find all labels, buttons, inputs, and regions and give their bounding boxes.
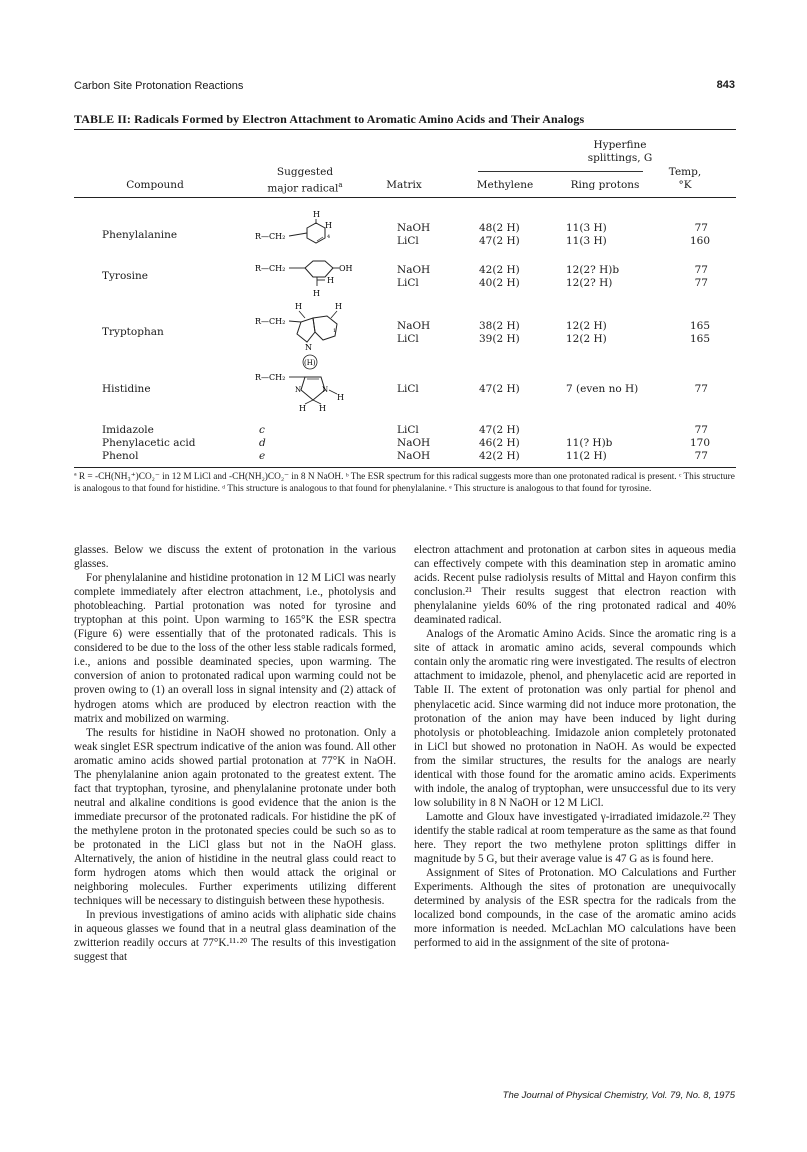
methylene-phenylalanine: 48(2 H) 47(2 H) xyxy=(479,222,520,247)
svg-text:H: H xyxy=(313,210,320,219)
compound-histidine: Histidine xyxy=(102,383,151,395)
temp-phenol: 77 xyxy=(694,450,708,462)
svg-text:H: H xyxy=(299,404,306,413)
right-paragraph-2: Analogs of the Aromatic Amino Acids. Since the aromatic ring is a site of attack in aromatic amino acids, several compounds which contain only the aromatic ring were investigated. The results of electron attachment to imidazole, phenol, and phenylacetic acid are reported in Table II. The extent of protonation was only partial for phenol and phenylacetic acid. Since warming did not induce more protonation, the protonation of the anion may have been induced by light during photolysis or photobleaching. Imidazole anion completely protonated in LiCl but showed no protonation in NaOH. As would be expected from the similar structures, the results for the analogs are nearly identical with those found for the aromatic amino acids. Experiments with indole, the analog of tryptophan, were unsuccessful due to its very low solubility in 8 N NaOH or 12 M LiCl. xyxy=(414,628,736,809)
header-compound: Compound xyxy=(126,179,184,191)
svg-text:(H): (H) xyxy=(304,359,316,367)
methylene-histidine: 47(2 H) xyxy=(479,383,520,395)
left-paragraph-4: In previous investigations of amino acids with aliphatic side chains in aqueous glasses we found that in a neutral glass deamination of the zwitterion readily occurs at 77°K.¹¹·²⁰ The results of this investigation suggest that xyxy=(74,909,396,964)
header-matrix: Matrix xyxy=(386,179,422,191)
svg-text:H: H xyxy=(319,404,326,413)
svg-text:N: N xyxy=(295,386,302,394)
compound-phenol: Phenol xyxy=(102,450,139,462)
ring-phenylacetic-acid: 11(? H)b xyxy=(566,437,613,449)
table-title: TABLE II: Radicals Formed by Electron Attachment to Aromatic Amino Acids and Their Analogs xyxy=(74,112,585,126)
radical-imidazole: c xyxy=(259,424,265,436)
svg-text:R—CH₂: R—CH₂ xyxy=(255,264,286,273)
methylene-imidazole: 47(2 H) xyxy=(479,424,520,436)
temp-imidazole: 77 xyxy=(694,424,708,436)
svg-text:N: N xyxy=(322,386,329,394)
matrix-tryptophan: NaOH LiCl xyxy=(397,320,431,345)
radical-phenol: e xyxy=(259,450,266,462)
running-head: Carbon Site Protonation Reactions xyxy=(74,80,244,92)
ring-phenylalanine: 11(3 H) 11(3 H) xyxy=(566,222,607,247)
svg-text:H: H xyxy=(327,276,334,285)
ring-tryptophan: 12(2 H) 12(2 H) xyxy=(566,320,607,345)
left-paragraph-1: glasses. Below we discuss the extent of protonation in the various glasses. xyxy=(74,544,396,571)
svg-text:H: H xyxy=(337,393,344,402)
svg-text:1: 1 xyxy=(333,328,337,334)
svg-text:R—CH₂: R—CH₂ xyxy=(255,232,286,241)
radical-phenylacetic-acid: d xyxy=(259,437,266,449)
compound-phenylacetic-acid: Phenylacetic acid xyxy=(102,437,196,449)
journal-footer: The Journal of Physical Chemistry, Vol. 79, No. 8, 1975 xyxy=(502,1090,735,1101)
header-suggested: Suggested major radical$^a$ xyxy=(267,166,343,195)
table-bottom-rule xyxy=(74,467,736,468)
header-bottom-rule xyxy=(74,197,736,198)
ring-phenol: 11(2 H) xyxy=(566,450,607,462)
ring-tyrosine: 12(2? H)b 12(2? H) xyxy=(566,264,620,289)
svg-text:4: 4 xyxy=(327,234,331,240)
temp-tryptophan: 165 165 xyxy=(690,320,711,345)
temp-tyrosine: 77 77 xyxy=(694,264,708,289)
ring-histidine: 7 (even no H) xyxy=(566,383,639,395)
temp-phenylacetic-acid: 170 xyxy=(690,437,711,449)
right-paragraph-1: electron attachment and protonation at carbon sites in aqueous media can effectively compete with this deamination step in aromatic amino acids. Recent pulse radiolysis results of Mittal and Hayon confirm this conclusion.²¹ Their results suggest that electron reaction with phenylalanine yields 60% of the ring protonated radical and 40% deaminated radical. xyxy=(414,544,736,627)
methylene-phenol: 42(2 H) xyxy=(479,450,520,462)
right-paragraph-4: Assignment of Sites of Protonation. MO Calculations and Further Experiments. Although the sites of protonation are unequivocally determined by analysis of the ESR spectra for the radicals from the localized bond compounds, in the case of the aromatic amino acids more information is needed. McLachlan MO calculations have been performed to aid in the assignment of the site of protona- xyxy=(414,867,736,950)
body-right-column xyxy=(414,543,736,950)
header-hyperfine: Hyperfine splittings, G xyxy=(587,139,653,164)
compound-imidazole: Imidazole xyxy=(102,424,154,436)
compound-tyrosine: Tyrosine xyxy=(102,270,148,282)
svg-text:H: H xyxy=(295,302,302,311)
svg-text:H: H xyxy=(335,302,342,311)
methylene-tyrosine: 42(2 H) 40(2 H) xyxy=(479,264,520,289)
left-paragraph-2: For phenylalanine and histidine protonation in 12 M LiCl was nearly complete immediately after electron attachment, i.e., photolysis and photobleaching. Partial protonation was noted for tyrosine and tryptophan at this point. Upon warming to 165°K the ESR spectra (Figure 6) were essentially that of the protonated radicals. This is considered to be due to the loss of the other less stable radicals formed, i.e., anions and possible deaminated species, upon warming. The conversion of anion to protonated radical upon warming could not be proven owing to (1) an overall loss in signal intensity and (2) attack of hydrogen atoms which are produced by electron reaction with the matrix and mobilized on warming. xyxy=(74,572,396,725)
temp-phenylalanine: 77 160 xyxy=(690,222,711,247)
tryptophan-radical-structure xyxy=(255,300,355,372)
matrix-tyrosine: NaOH LiCl xyxy=(397,264,431,289)
left-paragraph-3: The results for histidine in NaOH showed no protonation. Only a weak singlet ESR spectrum indicative of the anion was found. All other aromatic amino acids showed partial protonation at 77°K in NaOH. The phenylalanine anion again protonated to the greatest extent. The fact that tryptophan, tyrosine, and phenylalanine protonate under both neutral and alkaline conditions is good evidence that the anion is the immediate precursor of the protonated radicals. For histidine the pK of the methylene proton in the protonated species could be such so as to be protonated in the LiCl glass but not in the NaOH glass. Alternatively, the anion of histidine in the neutral glass could react to form hydrogen atoms which then would attack the original or neighboring molecules. Further experiments utilizing different techniques will be necessary to distinguish between these hypothesis. xyxy=(74,726,396,908)
compound-tryptophan: Tryptophan xyxy=(102,326,164,338)
methylene-tryptophan: 38(2 H) 39(2 H) xyxy=(479,320,520,345)
matrix-histidine: LiCl xyxy=(397,383,419,395)
tyrosine-radical-structure xyxy=(255,256,360,301)
compound-phenylalanine: Phenylalanine xyxy=(102,229,178,241)
svg-text:H: H xyxy=(325,221,332,230)
body-left-column xyxy=(74,543,396,964)
matrix-phenylacetic-acid: NaOH xyxy=(397,437,431,449)
temp-histidine: 77 xyxy=(694,383,708,395)
table-footnotes: ª R = -CH(NH₃⁺)CO₂⁻ in 12 M LiCl and -CH(NH₂)CO₂⁻ in 8 N NaOH. ᵇ The ESR spectrum for this radical suggests more than one protonated radical is present. ᶜ This structure is analogous to that found for histidine. ᵈ This structure is analogous to that found for phenylalanine. ᵉ This structure is analogous to that found for tyrosine. xyxy=(74,472,735,494)
svg-text:R—CH₂: R—CH₂ xyxy=(255,373,286,382)
svg-text:OH: OH xyxy=(339,264,353,273)
methylene-phenylacetic-acid: 46(2 H) xyxy=(479,437,520,449)
svg-text:R—CH₂: R—CH₂ xyxy=(255,317,286,326)
page-number: 843 xyxy=(716,79,735,91)
header-ring-protons: Ring protons xyxy=(570,179,640,191)
right-paragraph-3: Lamotte and Gloux have investigated γ-irradiated imidazole.²² They identify the stable radical at room temperature as the same as that found here. They report the two methylene proton splittings differ in magnitude by 5 G, but their average value is 47 G as is found here. xyxy=(414,810,736,866)
header-temp: Temp, °K xyxy=(668,166,702,191)
table-top-rule xyxy=(74,129,736,130)
histidine-radical-structure xyxy=(255,368,355,413)
matrix-imidazole: LiCl xyxy=(397,424,419,436)
phenylalanine-radical-structure xyxy=(255,206,350,251)
hyperfine-rule xyxy=(478,171,643,172)
svg-text:H: H xyxy=(313,289,320,298)
matrix-phenylalanine: NaOH LiCl xyxy=(397,222,431,247)
matrix-phenol: NaOH xyxy=(397,450,431,462)
header-methylene: Methylene xyxy=(476,179,534,191)
svg-text:N: N xyxy=(305,343,312,352)
